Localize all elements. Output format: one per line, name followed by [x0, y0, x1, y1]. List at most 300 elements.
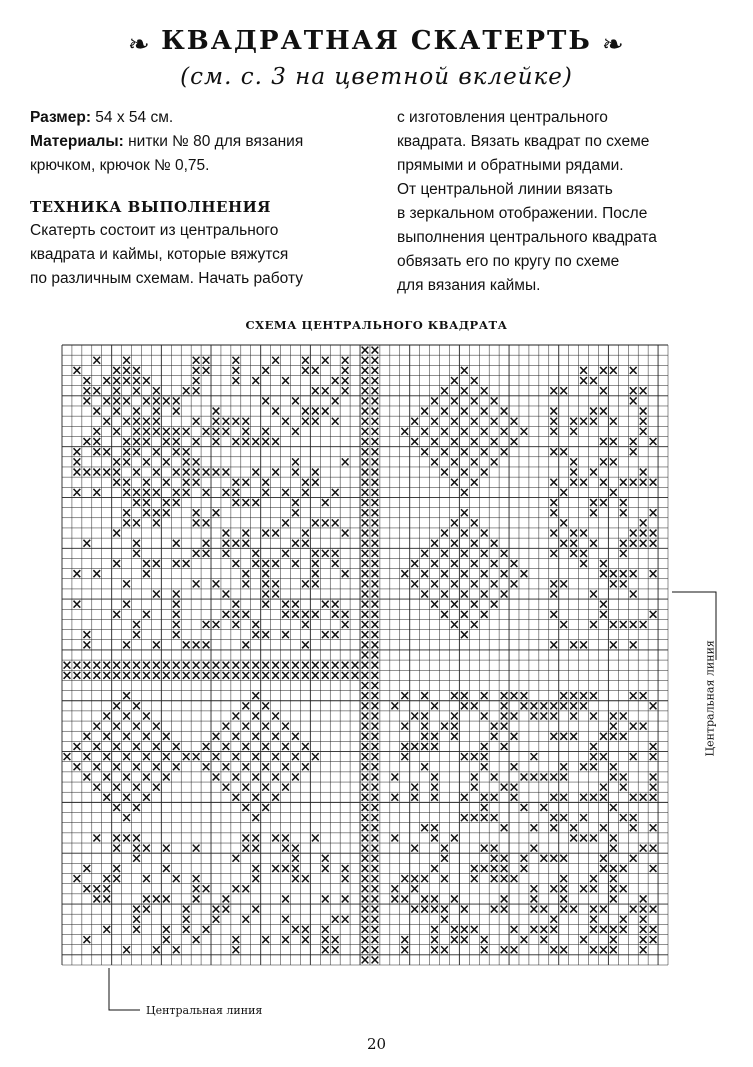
stitch-mark [223, 672, 230, 679]
stitch-mark [640, 895, 647, 902]
stitch-mark [600, 946, 607, 953]
stitch-mark [362, 672, 369, 679]
stitch-mark [431, 794, 438, 801]
stitch-mark [203, 489, 210, 496]
stitch-mark [590, 509, 597, 516]
stitch-mark [471, 702, 478, 709]
stitch-mark [411, 560, 418, 567]
stitch-mark [74, 448, 81, 455]
stitch-mark [372, 621, 379, 628]
stitch-mark [501, 824, 508, 831]
stitch-mark [640, 428, 647, 435]
technique-line: квадрата и каймы, которые вяжутся [30, 246, 289, 263]
stitch-mark [471, 926, 478, 933]
stitch-mark [223, 895, 230, 902]
stitch-mark [540, 713, 547, 720]
stitch-mark [372, 875, 379, 882]
stitch-mark [223, 784, 230, 791]
stitch-mark [441, 916, 448, 923]
stitch-mark [362, 448, 369, 455]
stitch-mark [431, 865, 438, 872]
stitch-mark [133, 834, 140, 841]
stitch-mark [103, 753, 110, 760]
stitch-mark [540, 906, 547, 913]
stitch-mark [322, 865, 329, 872]
stitch-mark [471, 621, 478, 628]
stitch-mark [550, 611, 557, 618]
stitch-mark [590, 946, 597, 953]
stitch-mark [451, 418, 458, 425]
stitch-mark [590, 753, 597, 760]
stitch-mark [590, 692, 597, 699]
stitch-mark [322, 672, 329, 679]
stitch-mark [451, 479, 458, 486]
stitch-mark [272, 753, 279, 760]
stitch-mark [173, 499, 180, 506]
stitch-mark [610, 621, 617, 628]
stitch-mark [292, 855, 299, 862]
stitch-mark [123, 733, 130, 740]
stitch-mark [312, 753, 319, 760]
stitch-mark [580, 530, 587, 537]
stitch-mark [441, 875, 448, 882]
stitch-mark [103, 875, 110, 882]
stitch-mark [143, 489, 150, 496]
stitch-mark [620, 713, 627, 720]
stitch-mark [600, 611, 607, 618]
stitch-mark [153, 641, 160, 648]
stitch-mark [83, 387, 90, 394]
stitch-mark [183, 926, 190, 933]
stitch-mark [441, 448, 448, 455]
stitch-mark [511, 733, 518, 740]
stitch-mark [451, 438, 458, 445]
stitch-mark [332, 377, 339, 384]
stitch-mark [173, 408, 180, 415]
stitch-mark [560, 875, 567, 882]
stitch-mark [372, 397, 379, 404]
stitch-mark [610, 936, 617, 943]
stitch-mark [232, 611, 239, 618]
stitch-mark [362, 397, 369, 404]
stitch-mark [580, 560, 587, 567]
stitch-mark [491, 397, 498, 404]
stitch-mark [322, 926, 329, 933]
stitch-mark [183, 906, 190, 913]
stitch-mark [372, 540, 379, 547]
stitch-mark [640, 540, 647, 547]
size-line: Размер: 54 х 54 см. [30, 109, 174, 126]
stitch-mark [193, 672, 200, 679]
stitch-mark [292, 458, 299, 465]
stitch-mark [252, 499, 259, 506]
stitch-mark [242, 763, 249, 770]
stitch-mark [223, 743, 230, 750]
stitch-mark [312, 570, 319, 577]
stitch-mark [491, 865, 498, 872]
stitch-mark [620, 479, 627, 486]
stitch-mark [213, 621, 220, 628]
stitch-mark [471, 784, 478, 791]
stitch-mark [143, 611, 150, 618]
stitch-mark [262, 702, 269, 709]
stitch-mark [282, 489, 289, 496]
stitch-mark [133, 550, 140, 557]
stitch-mark [223, 723, 230, 730]
stitch-mark [113, 397, 120, 404]
stitch-mark [342, 672, 349, 679]
stitch-mark [481, 570, 488, 577]
stitch-mark [213, 428, 220, 435]
stitch-mark [183, 641, 190, 648]
stitch-mark [372, 682, 379, 689]
stitch-mark [302, 936, 309, 943]
stitch-mark [292, 773, 299, 780]
stitch-mark [93, 387, 100, 394]
stitch-mark [83, 662, 90, 669]
stitch-mark [153, 662, 160, 669]
stitch-mark [441, 611, 448, 618]
stitch-mark [372, 956, 379, 963]
stitch-mark [511, 560, 518, 567]
stitch-mark [223, 418, 230, 425]
stitch-mark [74, 875, 81, 882]
stitch-mark [193, 550, 200, 557]
stitch-mark [630, 570, 637, 577]
stitch-mark [93, 834, 100, 841]
stitch-mark [521, 692, 528, 699]
stitch-mark [103, 926, 110, 933]
stitch-mark [232, 885, 239, 892]
stitch-mark [113, 367, 120, 374]
stitch-mark [272, 733, 279, 740]
stitch-mark [252, 621, 259, 628]
stitch-mark [322, 936, 329, 943]
stitch-mark [372, 723, 379, 730]
stitch-mark [213, 662, 220, 669]
stitch-mark [93, 469, 100, 476]
stitch-mark [461, 702, 468, 709]
stitch-mark [123, 489, 130, 496]
stitch-mark [113, 723, 120, 730]
stitch-mark [213, 408, 220, 415]
stitch-mark [372, 916, 379, 923]
stitch-mark [153, 489, 160, 496]
stitch-mark [123, 946, 130, 953]
stitch-mark [232, 479, 239, 486]
stitch-mark [153, 743, 160, 750]
stitch-mark [302, 662, 309, 669]
stitch-mark [630, 397, 637, 404]
stitch-mark [342, 662, 349, 669]
stitch-mark [322, 662, 329, 669]
stitch-mark [640, 936, 647, 943]
stitch-mark [610, 489, 617, 496]
stitch-mark [143, 438, 150, 445]
stitch-mark [620, 773, 627, 780]
stitch-mark [540, 855, 547, 862]
stitch-mark [173, 743, 180, 750]
stitch-mark [550, 824, 557, 831]
stitch-mark [362, 377, 369, 384]
stitch-mark [590, 926, 597, 933]
stitch-mark [93, 662, 100, 669]
stitch-mark [560, 946, 567, 953]
stitch-mark [113, 662, 120, 669]
stitch-mark [342, 458, 349, 465]
stitch-mark [580, 692, 587, 699]
stitch-mark [580, 367, 587, 374]
stitch-mark [133, 621, 140, 628]
stitch-mark [292, 509, 299, 516]
stitch-mark [372, 611, 379, 618]
stitch-mark [362, 784, 369, 791]
stitch-mark [421, 570, 428, 577]
stitch-mark [103, 377, 110, 384]
stitch-mark [312, 834, 319, 841]
stitch-mark [272, 773, 279, 780]
stitch-mark [451, 895, 458, 902]
stitch-mark [372, 428, 379, 435]
stitch-mark [103, 885, 110, 892]
stitch-mark [372, 906, 379, 913]
stitch-mark [242, 611, 249, 618]
stitch-mark [461, 692, 468, 699]
stitch-mark [372, 469, 379, 476]
stitch-mark [193, 580, 200, 587]
stitch-mark [372, 885, 379, 892]
technique-line: по различным схемам. Начать работу [30, 270, 303, 287]
stitch-mark [391, 834, 398, 841]
stitch-mark [203, 926, 210, 933]
stitch-mark [560, 387, 567, 394]
stitch-mark [213, 733, 220, 740]
stitch-mark [531, 753, 538, 760]
stitch-mark [332, 631, 339, 638]
stitch-mark [411, 906, 418, 913]
stitch-mark [451, 601, 458, 608]
stitch-mark [312, 387, 319, 394]
stitch-mark [312, 479, 319, 486]
stitch-mark [431, 702, 438, 709]
stitch-mark [471, 560, 478, 567]
stitch-mark [93, 885, 100, 892]
stitch-mark [600, 499, 607, 506]
stitch-mark [332, 489, 339, 496]
stitch-mark [203, 763, 210, 770]
stitch-mark [362, 357, 369, 364]
stitch-mark [342, 621, 349, 628]
stitch-mark [173, 591, 180, 598]
stitch-mark [511, 763, 518, 770]
stitch-mark [580, 834, 587, 841]
stitch-mark [262, 591, 269, 598]
right-line: для вязания каймы. [397, 277, 541, 294]
stitch-mark [372, 377, 379, 384]
stitch-mark [401, 570, 408, 577]
stitch-mark [431, 834, 438, 841]
stitch-mark [481, 946, 488, 953]
stitch-mark [143, 773, 150, 780]
stitch-mark [362, 591, 369, 598]
stitch-mark [362, 753, 369, 760]
stitch-mark [123, 458, 130, 465]
stitch-mark [610, 845, 617, 852]
stitch-mark [282, 662, 289, 669]
stitch-mark [451, 519, 458, 526]
stitch-mark [590, 377, 597, 384]
stitch-mark [292, 672, 299, 679]
stitch-mark [123, 834, 130, 841]
stitch-mark [133, 804, 140, 811]
stitch-mark [491, 560, 498, 567]
stitch-mark [610, 804, 617, 811]
stitch-mark [262, 489, 269, 496]
stitch-mark [193, 875, 200, 882]
stitch-mark [570, 550, 577, 557]
stitch-mark [232, 733, 239, 740]
stitch-mark [630, 367, 637, 374]
stitch-mark [362, 662, 369, 669]
technique-line: Скатерть состоит из центрального [30, 222, 279, 239]
stitch-mark [242, 540, 249, 547]
stitch-mark [193, 377, 200, 384]
stitch-mark [163, 662, 170, 669]
stitch-mark [93, 672, 100, 679]
stitch-mark [232, 773, 239, 780]
stitch-mark [123, 519, 130, 526]
stitch-mark [481, 845, 488, 852]
stitch-mark [193, 519, 200, 526]
stitch-mark [531, 713, 538, 720]
stitch-mark [143, 662, 150, 669]
stitch-mark [550, 814, 557, 821]
stitch-mark [362, 865, 369, 872]
stitch-mark [451, 733, 458, 740]
stitch-mark [372, 692, 379, 699]
stitch-mark [610, 834, 617, 841]
stitch-mark [570, 458, 577, 465]
stitch-mark [223, 763, 230, 770]
stitch-mark [272, 530, 279, 537]
stitch-mark [262, 580, 269, 587]
stitch-mark [123, 397, 130, 404]
stitch-mark [133, 469, 140, 476]
stitch-mark [272, 438, 279, 445]
stitch-mark [471, 418, 478, 425]
stitch-mark [540, 804, 547, 811]
stitch-mark [312, 560, 319, 567]
stitch-mark [431, 946, 438, 953]
stitch-mark [511, 418, 518, 425]
stitch-mark [203, 519, 210, 526]
stitch-mark [193, 662, 200, 669]
stitch-mark [362, 387, 369, 394]
stitch-mark [193, 509, 200, 516]
stitch-mark [441, 946, 448, 953]
stitch-mark [64, 662, 71, 669]
stitch-mark [570, 834, 577, 841]
stitch-mark [501, 743, 508, 750]
stitch-mark [362, 773, 369, 780]
stitch-mark [252, 906, 259, 913]
stitch-mark [431, 418, 438, 425]
stitch-mark [372, 519, 379, 526]
stitch-mark [183, 428, 190, 435]
stitch-mark [64, 672, 71, 679]
stitch-mark [590, 469, 597, 476]
stitch-mark [113, 428, 120, 435]
stitch-mark [600, 753, 607, 760]
stitch-mark [103, 397, 110, 404]
stitch-mark [302, 489, 309, 496]
stitch-mark [451, 580, 458, 587]
stitch-mark [471, 397, 478, 404]
stitch-mark [610, 865, 617, 872]
stitch-mark [113, 408, 120, 415]
stitch-mark [262, 763, 269, 770]
stitch-mark [83, 540, 90, 547]
stitch-mark [580, 763, 587, 770]
stitch-mark [242, 418, 249, 425]
stitch-mark [411, 845, 418, 852]
stitch-mark [560, 540, 567, 547]
stitch-mark [143, 397, 150, 404]
stitch-mark [223, 469, 230, 476]
stitch-mark [362, 611, 369, 618]
stitch-mark [262, 367, 269, 374]
stitch-mark [322, 550, 329, 557]
stitch-mark [580, 702, 587, 709]
stitch-mark [362, 794, 369, 801]
stitch-mark [540, 936, 547, 943]
stitch-mark [421, 448, 428, 455]
stitch-mark [590, 875, 597, 882]
stitch-mark [103, 672, 110, 679]
stitch-mark [74, 743, 81, 750]
stitch-mark [123, 580, 130, 587]
stitch-mark [610, 926, 617, 933]
stitch-mark [481, 448, 488, 455]
stitch-mark [461, 428, 468, 435]
stitch-mark [143, 509, 150, 516]
stitch-mark [580, 641, 587, 648]
stitch-mark [153, 397, 160, 404]
stitch-mark [183, 458, 190, 465]
stitch-mark [252, 692, 259, 699]
right-line: квадрата. Вязать квадрат по схеме [397, 133, 650, 150]
right-line: с изготовления центрального [397, 109, 608, 126]
stitch-mark [163, 926, 170, 933]
stitch-mark [362, 916, 369, 923]
stitch-mark [362, 580, 369, 587]
stitch-mark [531, 824, 538, 831]
stitch-mark [650, 479, 657, 486]
stitch-mark [143, 733, 150, 740]
stitch-mark [461, 509, 468, 516]
stitch-mark [491, 601, 498, 608]
stitch-mark [83, 438, 90, 445]
stitch-mark [143, 560, 150, 567]
stitch-mark [103, 773, 110, 780]
technique-heading: ТЕХНИКА ВЫПОЛНЕНИЯ [30, 198, 272, 216]
stitch-mark [590, 418, 597, 425]
stitch-mark [74, 367, 81, 374]
stitch-mark [481, 530, 488, 537]
stitch-mark [501, 428, 508, 435]
stitch-mark [650, 743, 657, 750]
stitch-mark [302, 408, 309, 415]
